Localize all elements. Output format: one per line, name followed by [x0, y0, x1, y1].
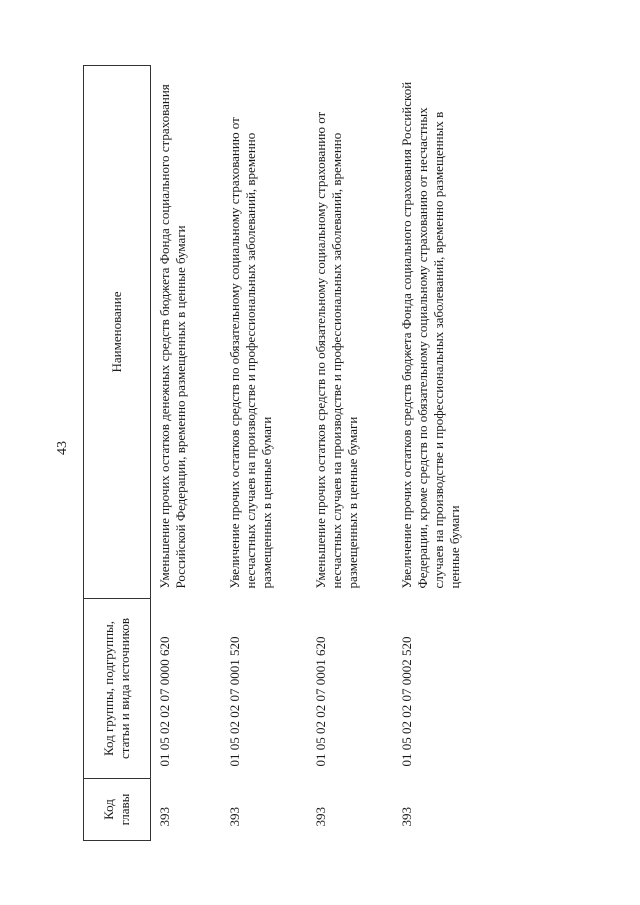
cell-name: Увеличение прочих остатков средств бюджета Фонда социального страхования Российской Федерации, кроме средств по обязательному социальному страхованию от несчастных случаев на производстве и профессиональных заболеваний, временно размещенных в ценные бумаги — [399, 81, 462, 589]
cell-chapter-code: 393 — [227, 807, 242, 827]
header-chapter-code: Код главы — [84, 779, 151, 841]
rotated-table-container — [83, 66, 462, 841]
sources-table — [83, 65, 479, 841]
table-row — [307, 66, 393, 841]
cell-name: Увеличение прочих остатков средств по обязательному социальному страхованию от несчастных случаев на производстве и профессиональных заболеваний, временно размещенных в ценные бумаги — [227, 117, 274, 589]
cell-source-code: 01 05 02 02 07 0002 520 — [399, 636, 414, 767]
cell-chapter-code: 393 — [313, 807, 328, 827]
cell-source-code: 01 05 02 02 07 0001 620 — [313, 636, 328, 767]
page-number: 43 — [55, 441, 70, 455]
header-source-code: Код группы, подгруппы, статьи и вида источников — [84, 599, 151, 779]
cell-chapter-code: 393 — [157, 807, 172, 827]
cell-source-code: 01 05 02 02 07 0001 520 — [227, 636, 242, 767]
cell-chapter-code: 393 — [399, 807, 414, 827]
table-row — [151, 66, 222, 841]
cell-name: Уменьшение прочих остатков денежных средств бюджета Фонда социального страхования Российской Федерации, временно размещенных в ценные бумаги — [157, 84, 188, 589]
table-header-row — [84, 66, 151, 841]
cell-source-code: 01 05 02 02 07 0000 620 — [157, 636, 172, 767]
cell-name: Уменьшение прочих остатков средств по обязательному социальному страхованию от несчастных случаев на производстве и профессиональных заболеваний, временно размещенных в ценные бумаги — [313, 111, 360, 589]
header-name: Наименование — [84, 66, 151, 599]
table-row — [221, 66, 307, 841]
table-row — [393, 66, 479, 841]
